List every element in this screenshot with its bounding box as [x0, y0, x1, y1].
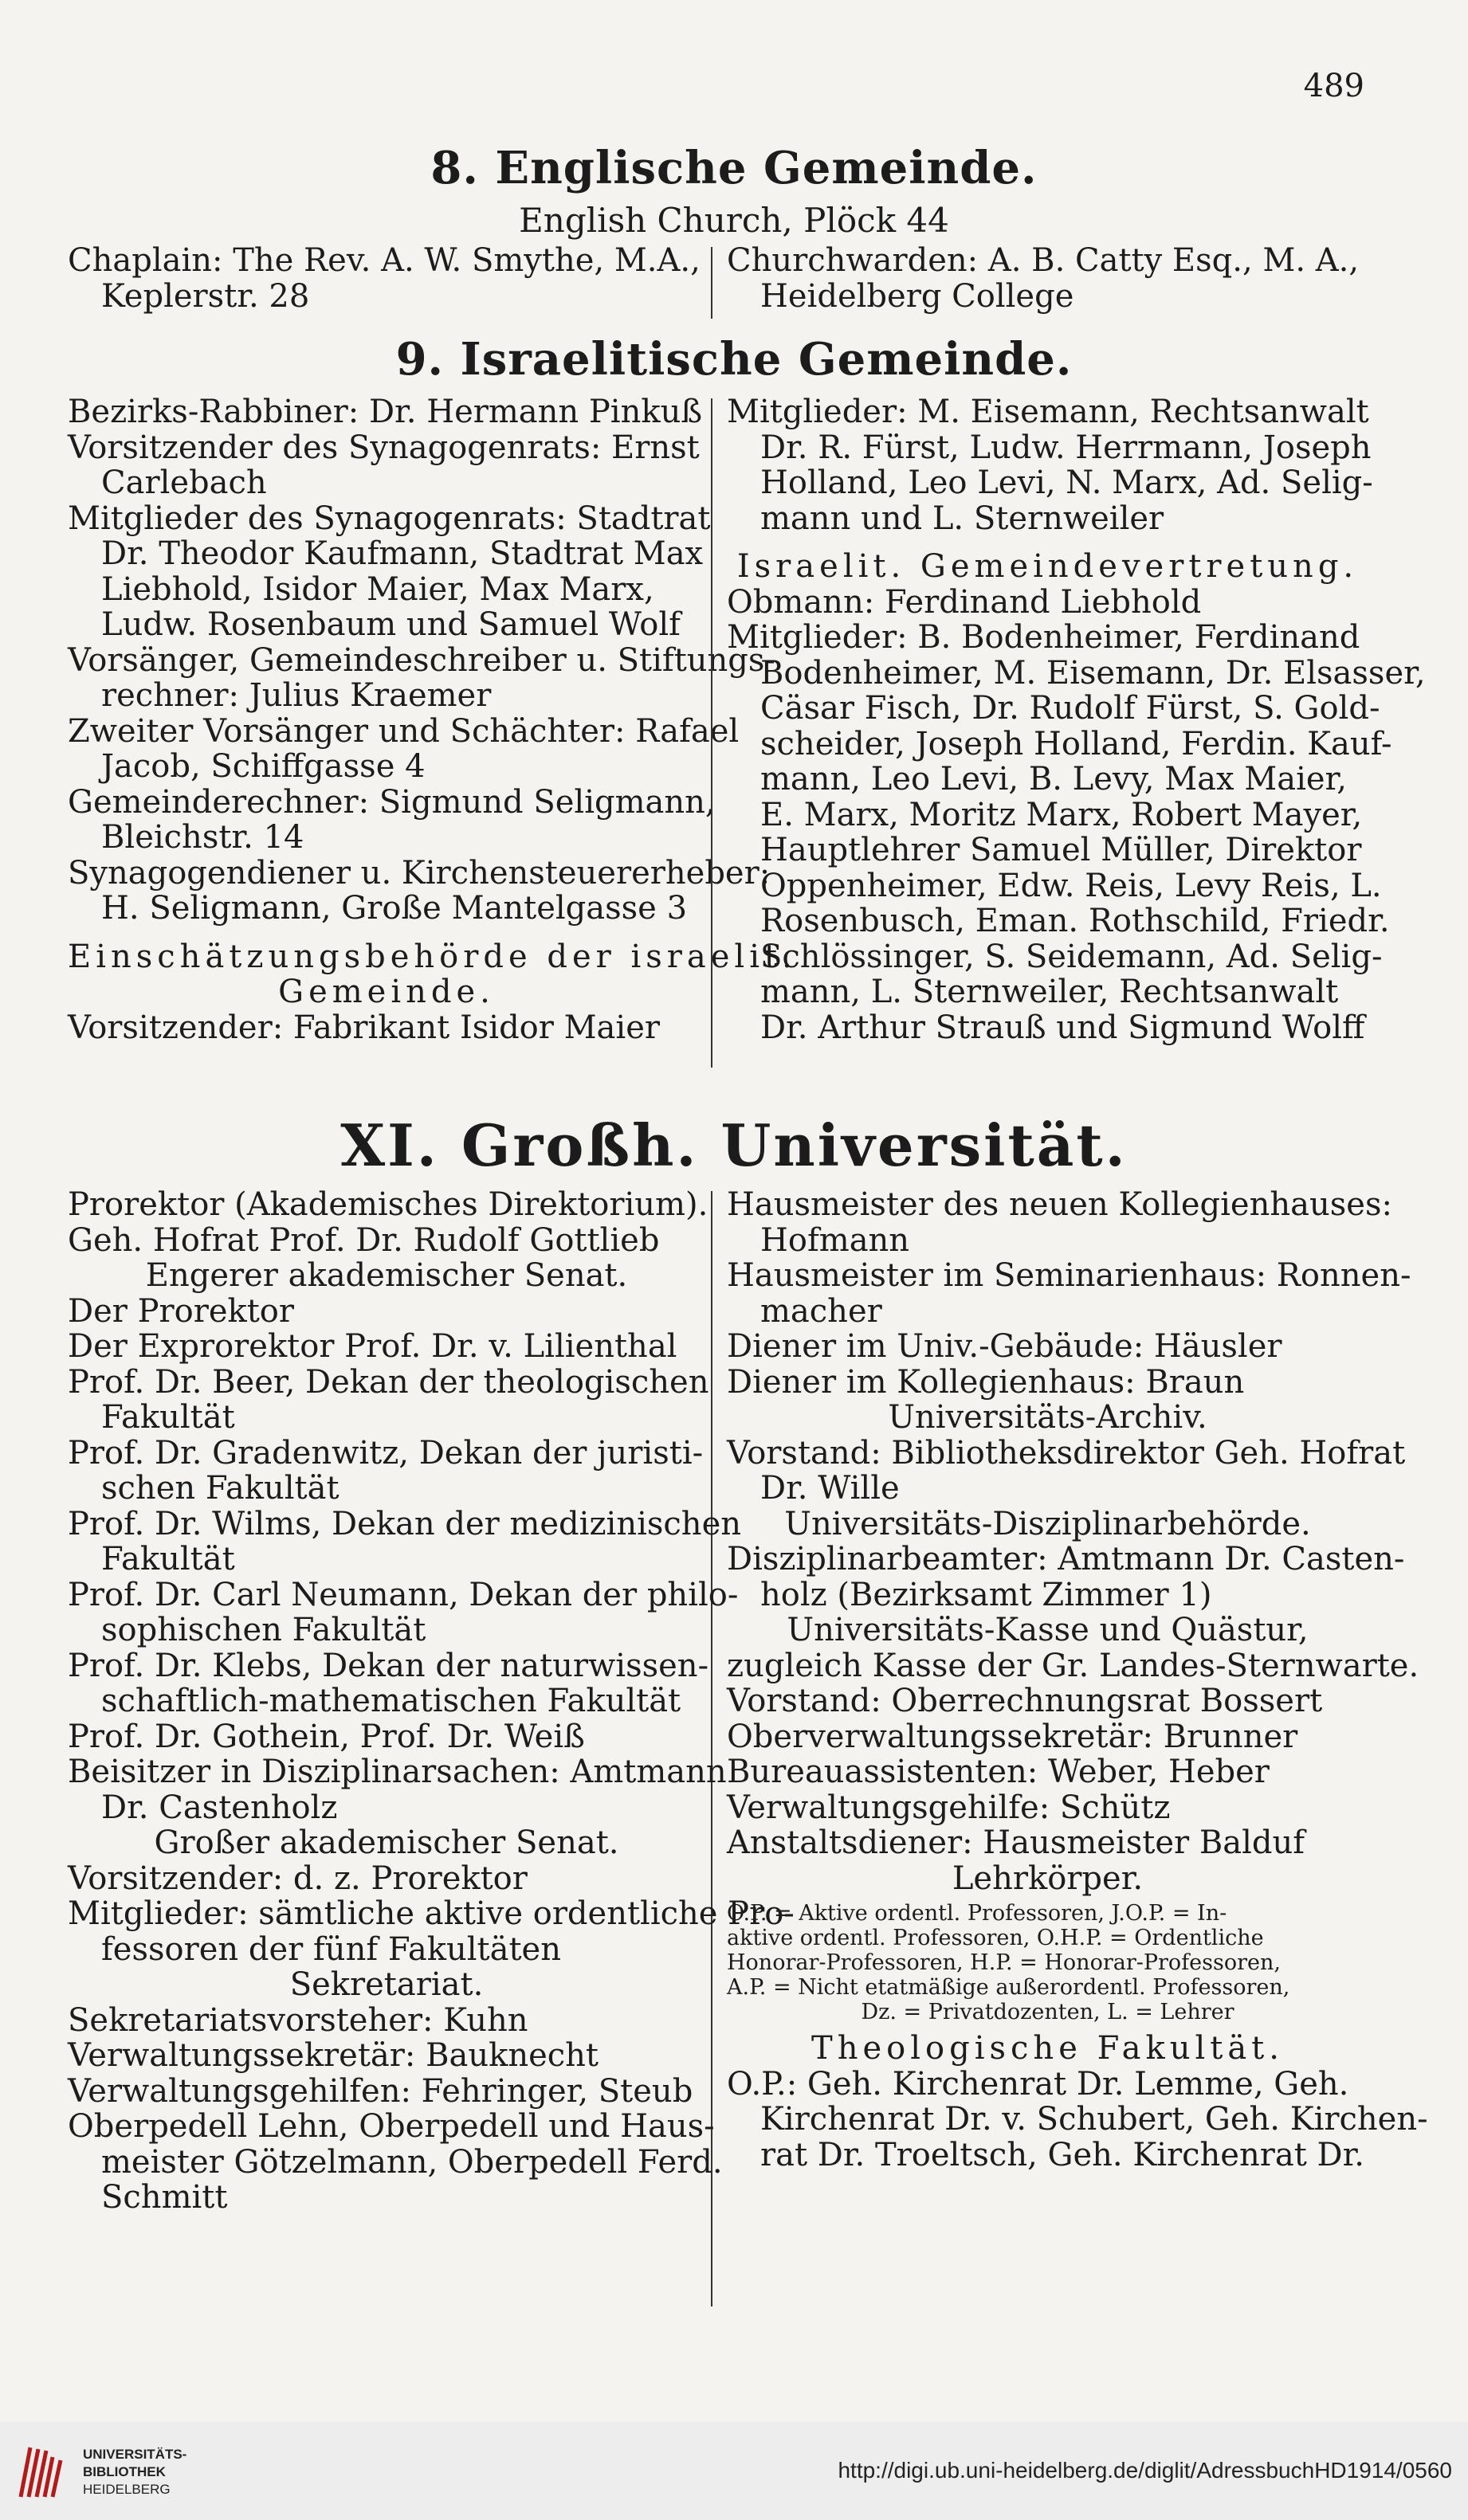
text-line: macher	[760, 1292, 882, 1330]
text-line: Bureauassistenten: Weber, Heber	[727, 1754, 1270, 1790]
text-line: Gemeinderechner: Sigmund Seligmann,	[68, 783, 716, 821]
subsection-heading: Lehrkörper.	[952, 1860, 1144, 1897]
library-logo-icon	[16, 2440, 72, 2502]
text-line: Prof. Dr. Carl Neumann, Dekan der philo-	[68, 1576, 739, 1613]
text-line: Disziplinarbeamter: Amtmann Dr. Casten-	[727, 1541, 1405, 1577]
text-line: rechner: Julius Kraemer	[101, 677, 492, 714]
text-line: Vorsitzender des Synagogenrats: Ernst	[68, 429, 700, 466]
text-line: Dr. Theodor Kaufmann, Stadtrat Max	[101, 535, 704, 572]
text-line: Dz. = Privatdozenten, L. = Lehrer	[861, 2000, 1234, 2024]
text-line: Fakultät	[101, 1399, 235, 1436]
text-line: Diener im Univ.-Gebäude: Häusler	[727, 1328, 1282, 1365]
text-line: meister Götzelmann, Oberpedell Ferd.	[101, 2143, 723, 2181]
text-line: Bodenheimer, M. Eisemann, Dr. Elsasser,	[760, 654, 1426, 692]
text-line: Oberpedell Lehn, Oberpedell und Haus-	[68, 2108, 715, 2145]
text-line: Cäsar Fisch, Dr. Rudolf Fürst, S. Gold-	[760, 690, 1380, 727]
text-line: Der Prorektor	[68, 1292, 295, 1330]
section-11-title: XI. Großh. Universität.	[340, 1111, 1128, 1179]
text-line: Zweiter Vorsänger und Schächter: Rafael	[68, 712, 740, 750]
text-line: Vorsänger, Gemeindeschreiber u. Stiftungs-	[68, 641, 775, 679]
text-line: schen Fakultät	[101, 1470, 340, 1507]
text-line: Dr. Wille	[760, 1470, 900, 1507]
subsection-heading: Einschätzungsbehörde der israelit.	[68, 938, 797, 975]
text-line: Bleichstr. 14	[101, 819, 304, 856]
text-line: Kirchenrat Dr. v. Schubert, Geh. Kirchen-	[760, 2101, 1428, 2138]
text-line: Prof. Dr. Gothein, Prof. Dr. Weiß	[68, 1718, 585, 1755]
text-line: Rosenbusch, Eman. Rothschild, Friedr.	[760, 903, 1390, 939]
subsection-heading: Großer akademischer Senat.	[154, 1824, 619, 1861]
text-line: Mitglieder des Synagogenrats: Stadtrat	[68, 500, 711, 537]
text-line: Prof. Dr. Beer, Dekan der theologischen	[68, 1363, 709, 1401]
section-8-subtitle: English Church, Plöck 44	[519, 201, 949, 240]
text-line: Dr. Arthur Strauß und Sigmund Wolff	[760, 1009, 1365, 1046]
footer-bar	[0, 2422, 1468, 2520]
text-line: Chaplain: The Rev. A. W. Smythe, M.A.,	[68, 242, 701, 279]
section-9-left-column	[68, 394, 797, 1046]
subsection-heading: Universitäts-Archiv.	[888, 1399, 1207, 1436]
abbreviation-legend	[727, 1901, 1368, 2024]
text-line: Hausmeister im Seminarienhaus: Ronnen-	[727, 1257, 1411, 1294]
text-line: Dr. R. Fürst, Ludw. Herrmann, Joseph	[760, 429, 1372, 466]
section-8-right-column	[727, 243, 1368, 314]
text-line: mann, L. Sternweiler, Rechtsanwalt	[760, 974, 1339, 1010]
text-line: mann, Leo Levi, B. Levy, Max Maier,	[760, 761, 1347, 798]
text-line: mann und L. Sternweiler	[760, 500, 1164, 537]
subsection-heading: Prorektor (Akademisches Direktorium).	[68, 1186, 708, 1223]
column-divider	[711, 247, 712, 319]
text-line: Fakultät	[101, 1541, 235, 1577]
text-line: Ludw. Rosenbaum und Samuel Wolf	[101, 606, 681, 643]
text-line: Carlebach	[101, 464, 267, 501]
text-line: Hausmeister des neuen Kollegienhauses:	[727, 1186, 1392, 1223]
text-line: sophischen Fakultät	[101, 1612, 426, 1648]
university-right-column	[727, 1186, 1428, 2173]
section-8-title: 8. Englische Gemeinde.	[430, 142, 1038, 194]
text-line: Der Exprorektor Prof. Dr. v. Lilienthal	[68, 1328, 677, 1365]
logo-line: BIBLIOTHEK	[83, 2464, 166, 2479]
section-9-right-column	[727, 394, 1426, 1046]
text-line: Hofmann	[760, 1221, 910, 1259]
text-line: Oppenheimer, Edw. Reis, Levy Reis, L.	[760, 867, 1382, 904]
text-line: scheider, Joseph Holland, Ferdin. Kauf-	[760, 725, 1392, 762]
text-line: Oberverwaltungssekretär: Brunner	[727, 1718, 1298, 1755]
section-9-title: 9. Israelitische Gemeinde.	[395, 333, 1073, 386]
subsection-heading: Gemeinde.	[278, 974, 495, 1010]
text-line: Liebhold, Isidor Maier, Max Marx,	[101, 570, 654, 608]
text-line: Dr. Castenholz	[101, 1789, 338, 1826]
column-divider	[711, 398, 712, 1068]
text-line: rat Dr. Troeltsch, Geh. Kirchenrat Dr.	[760, 2136, 1365, 2173]
text-line: Mitglieder: M. Eisemann, Rechtsanwalt	[727, 394, 1369, 430]
text-line: H. Seligmann, Große Mantelgasse 3	[101, 890, 688, 927]
text-line: Verwaltungssekretär: Bauknecht	[68, 2037, 599, 2074]
subsection-heading: Theologische Fakultät.	[811, 2030, 1284, 2067]
subsection-heading: Israelit. Gemeindevertretung.	[736, 548, 1359, 585]
text-line: Schlössinger, S. Seidemann, Ad. Selig-	[760, 938, 1383, 975]
text-line: O.P.: Geh. Kirchenrat Dr. Lemme, Geh.	[727, 2065, 1349, 2103]
text-line: O.P. = Aktive ordentl. Professoren, J.O.P. = In-	[727, 1901, 1227, 1926]
subsection-heading: Universitäts-Disziplinarbehörde.	[784, 1505, 1311, 1542]
text-line: Schmitt	[101, 2179, 228, 2216]
text-line: Prof. Dr. Klebs, Dekan der naturwissen-	[68, 1647, 709, 1684]
text-line: Vorsitzender: Fabrikant Isidor Maier	[68, 1009, 660, 1046]
logo-line: HEIDELBERG	[83, 2482, 171, 2497]
subsection-heading: Engerer akademischer Senat.	[145, 1257, 628, 1294]
text-line: Vorsitzender: d. z. Prorektor	[68, 1860, 528, 1897]
text-line: Diener im Kollegienhaus: Braun	[727, 1363, 1245, 1401]
text-line: Churchwarden: A. B. Catty Esq., M. A.,	[727, 242, 1360, 279]
library-name	[83, 2446, 186, 2498]
text-line: Anstaltsdiener: Hausmeister Balduf	[727, 1824, 1305, 1861]
text-line: Prof. Dr. Wilms, Dekan der medizinischen	[68, 1505, 741, 1542]
university-left-column	[68, 1186, 795, 2216]
text-line: Honorar-Professoren, H.P. = Honorar-Professoren,	[727, 1950, 1281, 1975]
text-line: aktive ordentl. Professoren, O.H.P. = Ordentliche	[727, 1926, 1264, 1950]
text-line: Obmann: Ferdinand Liebhold	[727, 583, 1202, 621]
text-line: Beisitzer in Disziplinarsachen: Amtmann	[68, 1754, 727, 1790]
text-line: E. Marx, Moritz Marx, Robert Mayer,	[760, 796, 1363, 833]
text-line: Vorstand: Bibliotheksdirektor Geh. Hofrat	[727, 1434, 1406, 1472]
text-line: A.P. = Nicht etatmäßige außerordentl. Professoren,	[727, 1975, 1290, 2000]
text-line: Verwaltungsgehilfen: Fehringer, Steub	[68, 2072, 693, 2110]
text-line: Vorstand: Oberrechnungsrat Bossert	[727, 1683, 1323, 1719]
source-url-link[interactable]: http://digi.ub.uni-heidelberg.de/diglit/AdressbuchHD1914/0560	[838, 2458, 1452, 2483]
text-line: Prof. Dr. Gradenwitz, Dekan der juristi-	[68, 1434, 704, 1472]
text-line: Synagogendiener u. Kirchensteuererheber:	[68, 854, 771, 892]
text-line: Bezirks-Rabbiner: Dr. Hermann Pinkuß	[68, 394, 703, 430]
text-line: zugleich Kasse der Gr. Landes-Sternwarte.	[727, 1647, 1419, 1684]
page-number: 489	[1303, 68, 1364, 104]
text-line: Mitglieder: sämtliche aktive ordentliche Pro-	[68, 1895, 795, 1932]
text-line: fessoren der fünf Fakultäten	[101, 1930, 561, 1968]
text-line: Hauptlehrer Samuel Müller, Direktor	[760, 832, 1362, 868]
logo-line: UNIVERSITÄTS-	[83, 2447, 187, 2462]
text-line: Holland, Leo Levi, N. Marx, Ad. Selig-	[760, 464, 1373, 501]
text-line: Sekretariatsvorsteher: Kuhn	[68, 2001, 528, 2039]
text-line: Jacob, Schiffgasse 4	[101, 748, 426, 785]
text-line: Mitglieder: B. Bodenheimer, Ferdinand	[727, 619, 1360, 656]
section-8-left-column	[68, 243, 705, 314]
text-line: Keplerstr. 28	[101, 277, 310, 315]
text-line: schaftlich-mathematischen Fakultät	[101, 1683, 681, 1719]
text-line: Verwaltungsgehilfe: Schütz	[727, 1789, 1171, 1826]
text-line: Heidelberg College	[760, 277, 1074, 315]
text-line: holz (Bezirksamt Zimmer 1)	[760, 1576, 1212, 1613]
subsection-heading: Universitäts-Kasse und Quästur,	[787, 1612, 1309, 1648]
text-line: Geh. Hofrat Prof. Dr. Rudolf Gottlieb	[68, 1221, 660, 1259]
subsection-heading: Sekretariat.	[289, 1966, 484, 2003]
